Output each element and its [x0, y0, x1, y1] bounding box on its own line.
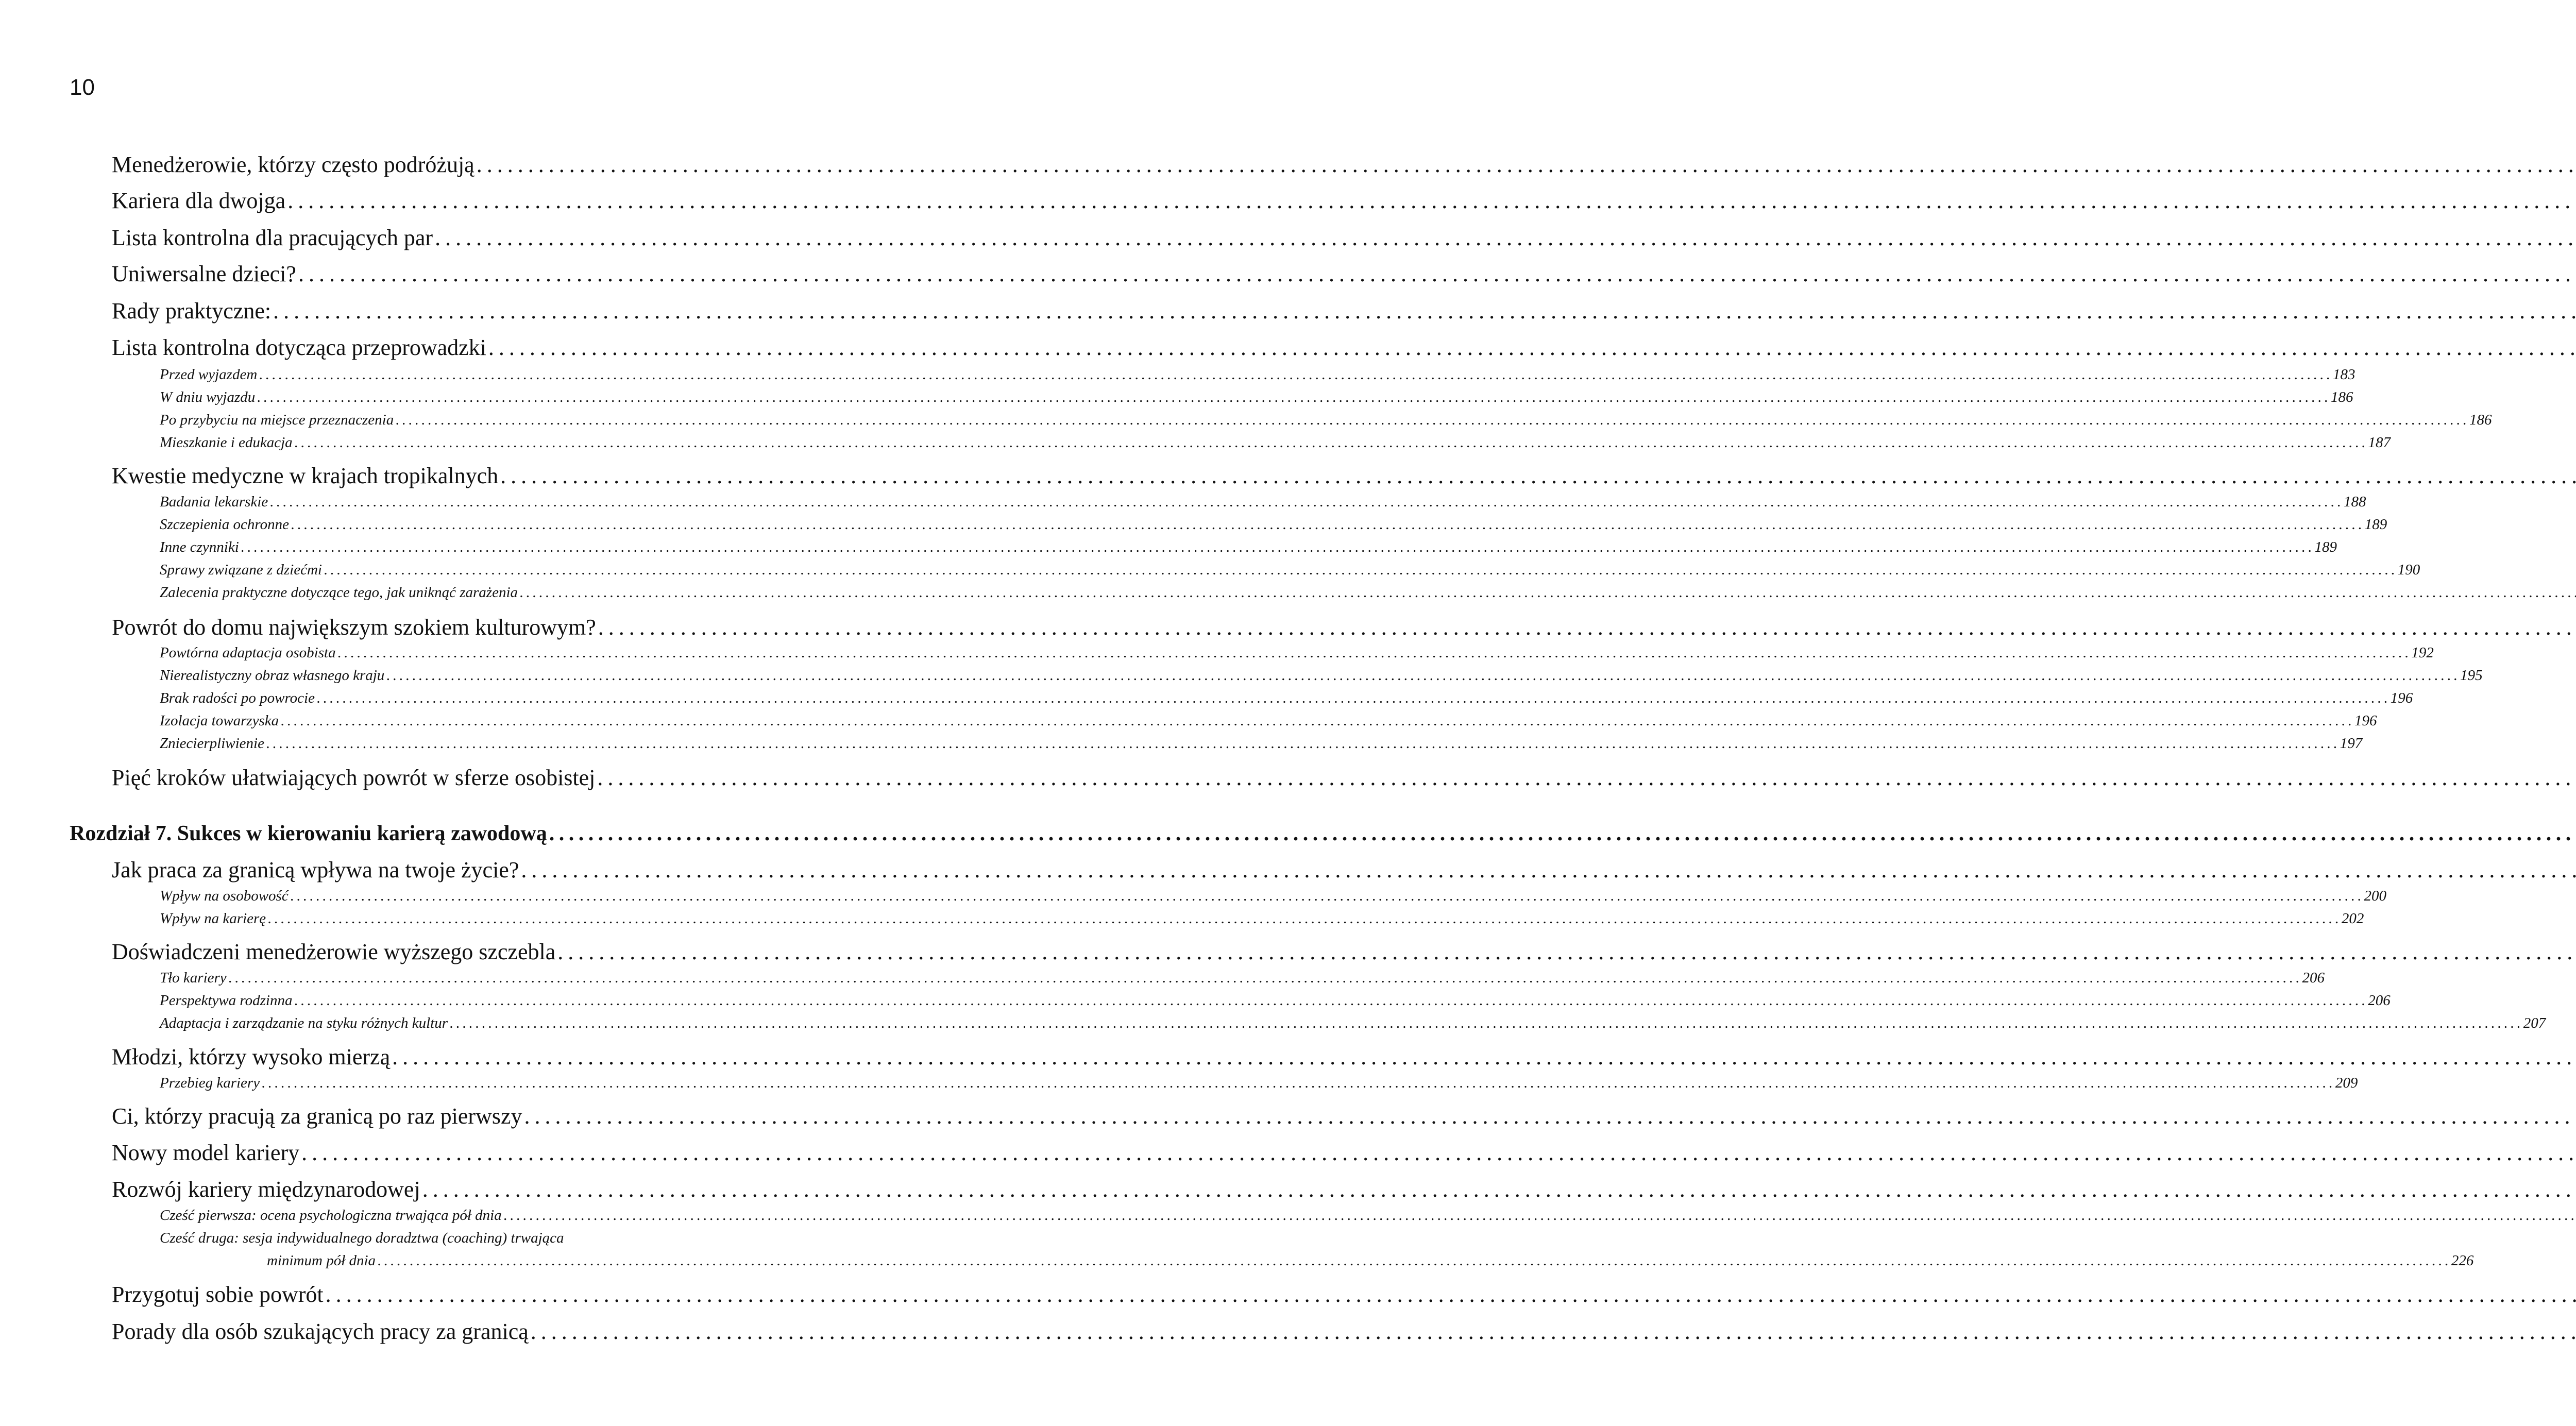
- dot-leader: [298, 259, 2576, 290]
- toc-subentry-page: 196: [2354, 712, 2377, 729]
- toc-subentry-page: 195: [2460, 667, 2483, 684]
- toc-subentry-title: Wpływ na karierę: [160, 910, 266, 927]
- toc-subentry: [160, 641, 2434, 664]
- dot-leader: [524, 1101, 2576, 1132]
- toc-entry: [112, 1138, 802, 1168]
- toc-subentry-page: 190: [2397, 562, 2420, 578]
- toc-entry-title: Powrót do domu największym szokiem kulturowym?: [112, 615, 596, 640]
- toc-subentry-page: 189: [2314, 539, 2337, 555]
- toc-entry-title: Kwestie medyczne w krajach tropikalnych: [112, 463, 499, 488]
- toc-subentry-page: 200: [2364, 888, 2386, 904]
- dot-leader: [301, 1138, 2576, 1168]
- toc-entry: [112, 1042, 802, 1073]
- toc-subentry: [160, 386, 2353, 409]
- dot-leader: [531, 1316, 2576, 1347]
- chapter-heading: [70, 818, 802, 849]
- toc-subentry-title: Przebieg kariery: [160, 1075, 260, 1091]
- toc-subentry-title: Cześć druga: sesja indywidualnego doradztwa (coaching) trwająca: [160, 1230, 564, 1246]
- toc-subentry-title: Brak radości po powrocie: [160, 690, 315, 706]
- dot-leader: [270, 490, 2341, 513]
- dot-leader: [396, 409, 2466, 431]
- dot-leader: [273, 296, 2576, 327]
- toc-subentry: [160, 490, 2366, 513]
- toc-entry-title: Pięć kroków ułatwiających powrót w sferze osobistej: [112, 765, 596, 790]
- toc-subentry-title: Wpływ na osobowość: [160, 888, 289, 904]
- toc-subentry: [160, 966, 2325, 989]
- toc-subentry-page: 186: [2331, 389, 2353, 405]
- toc-subentry: [160, 581, 802, 604]
- toc-entry: [112, 461, 802, 491]
- toc-entry-title: Lista kontrolna dla pracujących par: [112, 225, 433, 250]
- toc-subentry: [160, 1072, 2358, 1094]
- toc-entry: [112, 1279, 802, 1310]
- toc-subentry: [160, 431, 2391, 454]
- dot-leader: [338, 641, 2409, 664]
- toc-entry: [112, 612, 802, 643]
- toc-subentry-page: 206: [2368, 992, 2391, 1009]
- dot-leader: [324, 558, 2395, 581]
- dot-leader: [229, 966, 2299, 989]
- dot-leader: [500, 461, 2576, 491]
- toc-entry: [112, 185, 802, 216]
- dot-leader: [520, 581, 2576, 604]
- toc-subentry-page: 186: [2469, 412, 2492, 428]
- toc-entry-title: Jak praca za granicą wpływa na twoje życie?: [112, 857, 519, 882]
- toc-subentry-title: Perspektywa rodzinna: [160, 992, 293, 1009]
- dot-leader: [557, 937, 2576, 967]
- toc-subentry: [160, 558, 2420, 581]
- toc-subentry-title: Inne czynniki: [160, 539, 239, 555]
- toc-subentry-page: 183: [2333, 366, 2355, 383]
- toc-entry-title: Nowy model kariery: [112, 1140, 300, 1165]
- chapter-title: Rozdział 7. Sukces w kierowaniu karierą zawodową: [70, 822, 547, 845]
- toc-subentry-title: Szczepienia ochronne: [160, 516, 290, 533]
- toc-subentry: [160, 536, 2337, 558]
- toc-subentry-title: Mieszkanie i edukacja: [160, 434, 293, 451]
- toc-subentry: [160, 513, 2387, 536]
- dot-leader: [521, 855, 2576, 886]
- toc-subentry: [160, 989, 2391, 1012]
- dot-leader: [386, 664, 2457, 687]
- toc-subentry-title: Izolacja towarzyska: [160, 712, 279, 729]
- toc-subentry: [160, 1204, 802, 1227]
- toc-entry: [112, 1316, 802, 1347]
- dot-leader: [597, 762, 2576, 793]
- toc-entry-title: Przygotuj sobie powrót: [112, 1282, 324, 1307]
- dot-leader: [435, 223, 2576, 253]
- dot-leader: [295, 431, 2365, 454]
- toc-subentry-title: Zniecierpliwienie: [160, 735, 264, 752]
- dot-leader: [378, 1249, 2448, 1272]
- dot-leader: [262, 1072, 2332, 1094]
- toc-subentry: [160, 687, 2413, 709]
- toc-subentry: [160, 885, 2386, 907]
- dot-leader: [257, 386, 2328, 409]
- toc-entry-title: Doświadczeni menedżerowie wyższego szczebla: [112, 939, 556, 964]
- toc-subentry: [160, 363, 2355, 386]
- dot-leader: [266, 732, 2337, 755]
- dot-leader: [326, 1279, 2576, 1310]
- dot-leader: [241, 536, 2312, 558]
- dot-leader: [450, 1012, 2520, 1034]
- dot-leader: [392, 1042, 2576, 1073]
- toc-entry-title: Porady dla osób szukających pracy za granicą: [112, 1319, 529, 1344]
- dot-leader: [422, 1174, 2576, 1205]
- toc-subentry-page: 192: [2411, 644, 2434, 661]
- toc-entry: [112, 855, 802, 886]
- toc-subentry-title: Przed wyjazdem: [160, 366, 258, 383]
- toc-entry-title: Ci, którzy pracują za granicą po raz pierwszy: [112, 1104, 522, 1129]
- toc-subentry: [160, 664, 2483, 687]
- toc-subentry: [160, 732, 2363, 755]
- toc-subentry-page: 206: [2302, 970, 2325, 986]
- toc-subentry: [267, 1249, 2474, 1272]
- dot-leader: [291, 513, 2362, 536]
- toc-subentry-title: Adaptacja i zarządzanie na styku różnych kultur: [160, 1015, 448, 1031]
- page-number: 10: [70, 75, 95, 100]
- toc-entry: [112, 223, 802, 253]
- toc-subentry-title: Powtórna adaptacja osobista: [160, 644, 336, 661]
- toc-entry-title: Lista kontrolna dotycząca przeprowadzki: [112, 335, 486, 360]
- toc-subentry-title: Badania lekarskie: [160, 494, 268, 510]
- toc-subentry-page: 197: [2340, 735, 2363, 752]
- toc-entry-title: Kariera dla dwojga: [112, 188, 286, 213]
- toc-subentry-title: Po przybyciu na miejsce przeznaczenia: [160, 412, 394, 428]
- toc-subentry-page: 188: [2343, 494, 2366, 510]
- toc-subentry-title: Tło kariery: [160, 970, 227, 986]
- dot-leader: [259, 363, 2330, 386]
- toc-subentry: [160, 907, 2364, 930]
- toc-subentry-title: Sprawy związane z dziećmi: [160, 562, 322, 578]
- toc-entry-title: Młodzi, którzy wysoko mierzą: [112, 1044, 391, 1070]
- toc-entry-title: Rady praktyczne:: [112, 298, 272, 324]
- toc-subentry-title: Cześć pierwsza: ocena psychologiczna trwająca pół dnia: [160, 1207, 502, 1224]
- dot-leader: [287, 185, 2576, 216]
- toc-subentry-page: 202: [2341, 910, 2364, 927]
- dot-leader: [598, 612, 2576, 643]
- toc-entry-title: Uniwersalne dzieci?: [112, 261, 296, 286]
- dot-leader: [281, 709, 2351, 732]
- toc-subentry: [160, 1012, 2546, 1034]
- toc-entry-title: Rozwój kariery międzynarodowej: [112, 1177, 420, 1202]
- toc-subentry-page: 207: [2523, 1015, 2546, 1031]
- toc-subentry-page: 226: [2451, 1252, 2474, 1269]
- toc-entry: [112, 762, 802, 793]
- toc-entry-title: Menedżerowie, którzy często podróżują: [112, 152, 474, 177]
- toc-entry: [112, 259, 802, 290]
- dot-leader: [317, 687, 2387, 709]
- toc-subentry: [160, 709, 2377, 732]
- toc-entry: [112, 1174, 802, 1205]
- dot-leader: [488, 332, 2576, 363]
- toc-subentry-title: Nierealistyczny obraz własnego kraju: [160, 667, 385, 684]
- dot-leader: [291, 885, 2361, 907]
- toc-subentry-page: 209: [2335, 1075, 2358, 1091]
- dot-leader: [268, 907, 2338, 930]
- toc-subentry-page: 189: [2364, 516, 2387, 533]
- toc-subentry-page: 196: [2390, 690, 2413, 706]
- dot-leader: [477, 149, 2576, 180]
- toc-entry: [112, 937, 802, 967]
- toc-subentry-title: Zalecenia praktyczne dotyczące tego, jak uniknąć zarażenia: [160, 584, 518, 601]
- toc-entry: [112, 296, 802, 327]
- toc-subentry-page: 187: [2368, 434, 2391, 451]
- dot-leader: [549, 818, 2576, 849]
- dot-leader: [504, 1204, 2574, 1227]
- toc-subentry: [160, 409, 2492, 431]
- toc-entry: [112, 1101, 802, 1132]
- dot-leader: [294, 989, 2365, 1012]
- toc-subentry-title: W dniu wyjazdu: [160, 389, 256, 405]
- toc-subentry-continuation: minimum pół dnia: [267, 1252, 376, 1269]
- toc-entry: [112, 149, 802, 180]
- toc-entry: [112, 332, 802, 363]
